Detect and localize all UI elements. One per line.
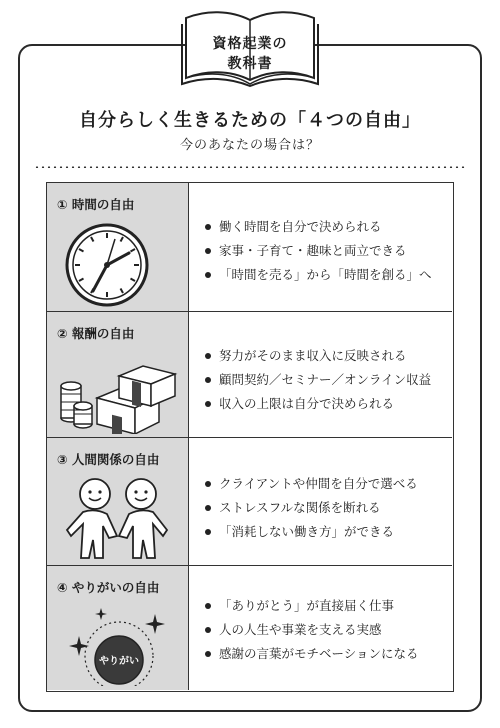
book-header	[176, 6, 324, 92]
list-item: 「ありがとう」が直接届く仕事	[205, 596, 394, 614]
table-row	[47, 437, 452, 565]
table-row	[47, 311, 452, 437]
money-stack-icon	[57, 346, 179, 434]
freedom-table	[46, 182, 454, 692]
clock-icon	[57, 217, 179, 307]
sparkle-ball-icon	[57, 600, 179, 686]
list-item: 顧問契約／セミナー／オンライン収益	[205, 370, 431, 388]
list-item: ストレスフルな関係を断れる	[205, 498, 381, 516]
list-item: 「時間を売る」から「時間を創る」へ	[205, 265, 432, 283]
table-row	[47, 183, 452, 311]
list-item: 感謝の言葉がモチベーションになる	[205, 644, 419, 662]
book-title-line1: 資格起業の	[212, 36, 288, 52]
row-title: ② 報酬の自由	[57, 326, 135, 341]
list-item: 収入の上限は自分で決められる	[205, 394, 394, 412]
list-item: 努力がそのまま収入に反映される	[205, 346, 407, 364]
headline: 自分らしく生きるための「４つの自由」	[79, 110, 421, 131]
list-item: 家事・子育て・趣味と両立できる	[205, 241, 407, 259]
list-item: 「消耗しない働き方」ができる	[205, 522, 394, 540]
list-item: 人の人生や事業を支える実感	[205, 620, 382, 638]
row-title: ④ やりがいの自由	[57, 580, 160, 595]
ball-label: やりがい	[99, 656, 139, 667]
row-label-cell	[47, 312, 189, 437]
list-item: クライアントや仲間を自分で選べる	[205, 474, 418, 492]
people-holding-hands-icon	[57, 472, 179, 560]
row-title: ③ 人間関係の自由	[57, 452, 160, 467]
row-label-cell	[47, 438, 189, 565]
row-label-cell	[47, 183, 189, 311]
row-title: ① 時間の自由	[57, 197, 135, 212]
list-item: 働く時間を自分で決められる	[205, 217, 382, 235]
subheadline: 今のあなたの場合は？	[179, 138, 320, 153]
row-label-cell	[47, 566, 189, 690]
table-row	[47, 565, 452, 690]
dotted-divider	[34, 166, 466, 168]
book-title-line2: 教科書	[227, 56, 273, 72]
